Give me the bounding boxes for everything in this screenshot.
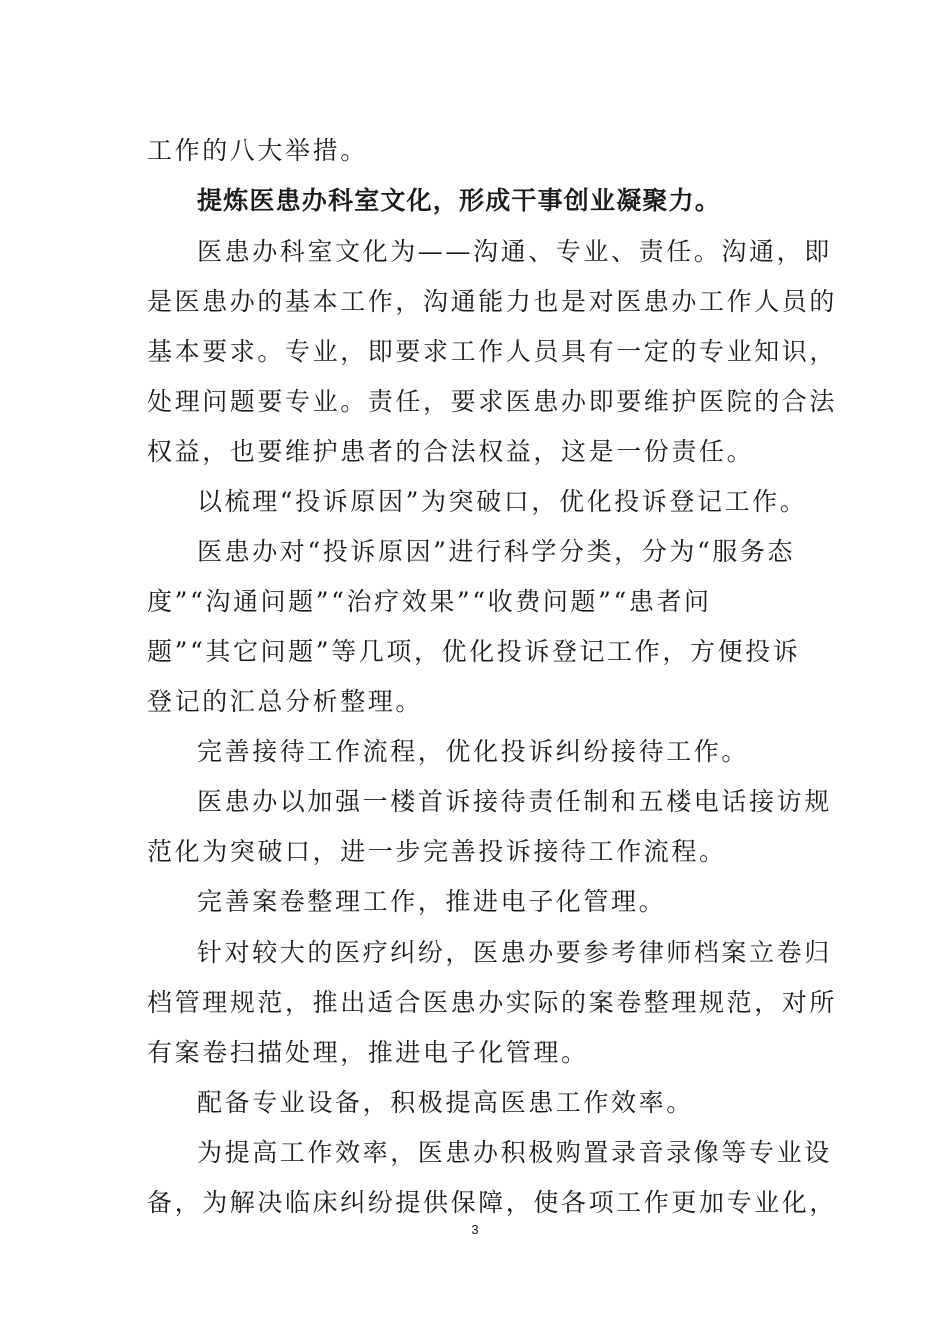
page-number: 3: [471, 1222, 479, 1237]
section-heading: 以梳理“投诉原因”为突破口，优化投诉登记工作。: [197, 487, 808, 516]
text-line: 备，为解决临床纠纷提供保障，使各项工作更加专业化，: [147, 1188, 838, 1217]
text-line: 针对较大的医疗纠纷，医患办要参考律师档案立卷归: [197, 938, 832, 967]
text-line: 档管理规范，推出适合医患办实际的案卷整理规范，对所: [147, 988, 838, 1017]
text-line: 登记的汇总分析整理。: [147, 687, 424, 716]
section-heading: 配备专业设备，积极提高医患工作效率。: [197, 1088, 694, 1117]
text-line: 医患办对“投诉原因”进行科学分类，分为“服务态: [197, 537, 796, 566]
text-line: 基本要求。专业，即要求工作人员具有一定的专业知识，: [147, 337, 838, 366]
text-line: 范化为突破口，进一步完善投诉接待工作流程。: [147, 837, 727, 866]
text-line: 为提高工作效率，医患办积极购置录音录像等专业设: [197, 1138, 832, 1167]
text-line: 医患办科室文化为——沟通、专业、责任。沟通，即: [197, 237, 832, 266]
text-line: 权益，也要维护患者的合法权益，这是一份责任。: [147, 437, 755, 466]
section-heading: 完善接待工作流程，优化投诉纠纷接待工作。: [197, 737, 750, 766]
text-line: 医患办以加强一楼首诉接待责任制和五楼电话接访规: [197, 787, 832, 816]
text-line: 处理问题要专业。责任，要求医患办即要维护医院的合法: [147, 387, 838, 416]
text-line: 度”“沟通问题”“治疗效果”“收费问题”“患者问: [147, 587, 712, 616]
text-line: 工作的八大举措。: [147, 136, 368, 165]
section-heading: 完善案卷整理工作，推进电子化管理。: [197, 887, 667, 916]
text-line: 有案卷扫描处理，推进电子化管理。: [147, 1038, 589, 1067]
text-line: 是医患办的基本工作，沟通能力也是对医患办工作人员的: [147, 287, 838, 316]
section-heading: 提炼医患办科室文化，形成干事创业凝聚力。: [197, 186, 722, 215]
text-line: 题”“其它问题”等几项，优化投诉登记工作，方便投诉: [147, 637, 801, 666]
